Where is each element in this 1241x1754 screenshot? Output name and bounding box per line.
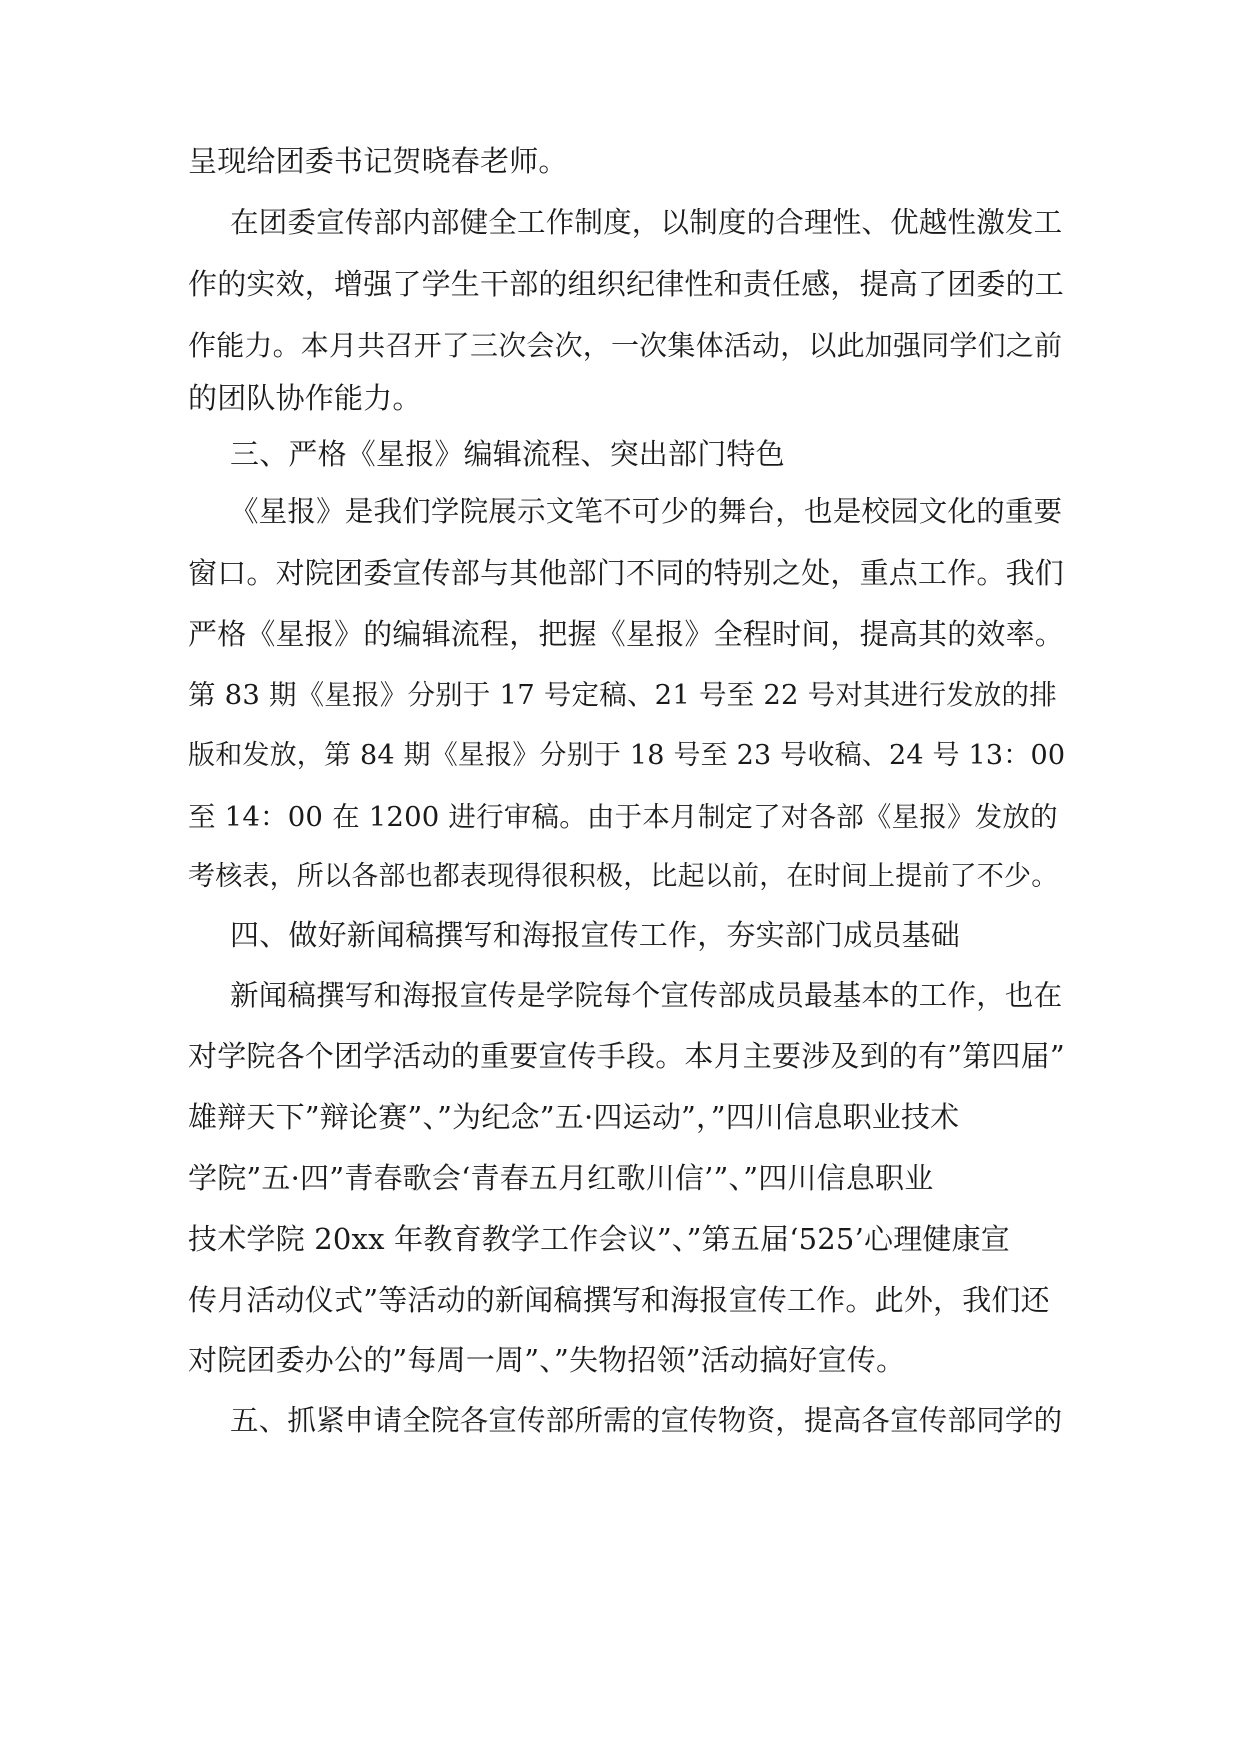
paragraph-line: 传月活动仪式”等活动的新闻稿撰写和海报宣传工作。此外，我们还: [188, 1283, 1050, 1317]
paragraph-line: 第 83 期《星报》分别于 17 号定稿、21 号至 22 号对其进行发放的排: [188, 679, 1057, 711]
paragraph-line: 考核表，所以各部也都表现得很积极，比起以前，在时间上提前了不少。: [188, 861, 1059, 892]
paragraph-line: 新闻稿撰写和海报宣传是学院每个宣传部成员最基本的工作，也在: [230, 979, 1063, 1012]
paragraph-line: 版和发放，第 84 期《星报》分别于 18 号至 23 号收稿、24 号 13：00: [188, 740, 1066, 771]
paragraph-line: 的团队协作能力。: [188, 381, 422, 415]
paragraph-line: 技术学院 20xx 年教育教学工作会议”、”第五届‘525’心理健康宣: [188, 1222, 1010, 1256]
paragraph-line: 雄辩天下”辩论赛”、”为纪念”五·四运动”，”四川信息职业技术: [188, 1100, 960, 1134]
paragraph-line: 对学院各个团学活动的重要宣传手段。本月主要涉及到的有”第四届”: [188, 1039, 1065, 1073]
paragraph-line: 对院团委办公的”每周一周”、”失物招领”活动搞好宣传。: [188, 1343, 906, 1377]
section-heading: 三、严格《星报》编辑流程、突出部门特色: [230, 437, 785, 471]
paragraph-line: 《星报》是我们学院展示文笔不可少的舞台，也是校园文化的重要: [230, 495, 1063, 528]
paragraph-line: 至 14：00 在 1200 进行审稿。由于本月制定了对各部《星报》发放的: [188, 801, 1058, 833]
paragraph-line: 学院”五·四”青春歌会‘青春五月红歌川信’”、”四川信息职业: [188, 1161, 934, 1195]
section-heading: 四、做好新闻稿撰写和海报宣传工作，夯实部门成员基础: [230, 918, 961, 952]
paragraph-line: 窗口。对院团委宣传部与其他部门不同的特别之处，重点工作。我们: [188, 556, 1065, 590]
paragraph-line: 作能力。本月共召开了三次会次，一次集体活动，以此加强同学们之前: [188, 329, 1063, 362]
paragraph-line: 严格《星报》的编辑流程，把握《星报》全程时间，提高其的效率。: [188, 617, 1065, 651]
paragraph-line: 在团委宣传部内部健全工作制度，以制度的合理性、优越性激发工: [230, 206, 1063, 239]
paragraph-line: 作的实效，增强了学生干部的组织纪律性和责任感，提高了团委的工: [188, 267, 1065, 301]
paragraph-line: 呈现给团委书记贺晓春老师。: [188, 144, 568, 178]
section-heading: 五、抓紧申请全院各宣传部所需的宣传物资，提高各宣传部同学的: [230, 1404, 1063, 1437]
